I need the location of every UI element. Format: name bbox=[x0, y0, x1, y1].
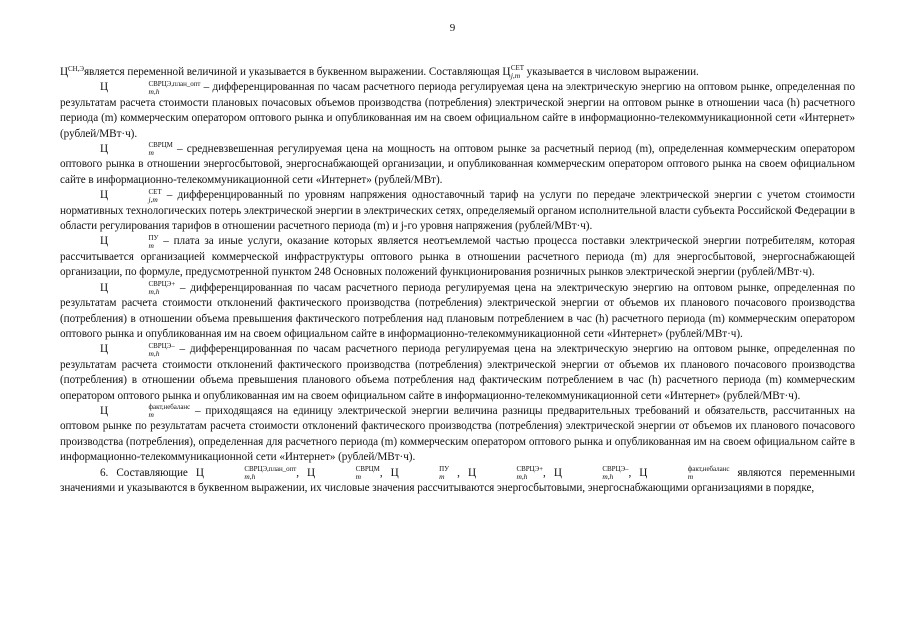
symbol-sub: m,h bbox=[148, 86, 160, 96]
symbol-sup: факт,небаланс bbox=[687, 464, 730, 473]
symbol-sup: СВРЦЭ+ bbox=[516, 464, 544, 473]
paragraph-4 bbox=[60, 188, 855, 234]
symbol-sup: СВРЦМ bbox=[355, 464, 380, 473]
symbol-sup: факт,небаланс bbox=[148, 403, 191, 412]
symbol-list-item bbox=[553, 464, 629, 481]
symbol-separator: , bbox=[628, 466, 640, 479]
symbol-separator: , bbox=[449, 466, 468, 479]
symbol-sub: m,h bbox=[148, 348, 160, 358]
paragraph-text: указывается в числовом выражении. bbox=[523, 66, 699, 78]
symbol-c-sn-e bbox=[60, 66, 84, 78]
symbol-separator: , bbox=[296, 466, 308, 479]
symbol-base: Ц bbox=[639, 466, 648, 479]
page-number: 9 bbox=[449, 22, 456, 34]
symbol-svrcm bbox=[100, 141, 173, 158]
paragraph-text: – приходящаяся на единицу электрической энергии величина разницы предварительных требований и обязательств, рассчитанных на оптовом рынке по результатам расчета стоимости отклонений фактического производства (потребления) электрической энергии от объемов их планового почасового производства (потребления), определенная для расчетного периода (m) коммерческим оператором оптового рынка и опубликованная им на своем официальном сайте в информационно-телекоммуникационной сети «Интернет» (рублей/МВт·ч). bbox=[60, 404, 855, 464]
symbol-sub: m bbox=[687, 471, 694, 481]
symbol-sup: ПУ bbox=[439, 464, 450, 473]
paragraph-5 bbox=[60, 234, 855, 280]
paragraph-text: – средневзвешенная регулируемая цена на мощность на оптовом рынке за расчетный период (m), определенная коммерческим оператором оптового рынка в отношении энергосбытовой, энергоснабжающей организации, и опубликованная коммерческим оператором оптового рынка на своем официальном сайте в информационно-телекоммуникационной сети «Интернет» (рублей/МВт). bbox=[60, 143, 855, 186]
symbol-sup: СВРЦМ bbox=[148, 141, 173, 150]
paragraph-text: является переменной величиной и указывается в буквенном выражении. Составляющая bbox=[83, 66, 503, 78]
symbol-sup: СЕТ bbox=[148, 187, 162, 196]
symbol-sub: m bbox=[355, 471, 361, 481]
symbol-sup: ПУ bbox=[148, 233, 159, 242]
paragraph-9 bbox=[60, 466, 855, 497]
symbol-pu bbox=[100, 233, 159, 250]
symbol-separator: , bbox=[379, 466, 391, 479]
symbol-sup: СЕТ bbox=[510, 64, 524, 73]
paragraph-text: являются переменными значениями и указываются в буквенном выражении, их числовые значения рассчитываются энергосбытовыми, энергоснабжающими организациями в порядке, bbox=[60, 466, 856, 494]
paragraph-1 bbox=[60, 62, 855, 80]
document-body bbox=[60, 62, 855, 496]
symbol-base: Ц bbox=[502, 66, 511, 78]
symbol-fakt-nebalans bbox=[100, 403, 191, 420]
paragraph-text: – дифференцированная по часам расчетного периода регулируемая цена на электрическую энергию на оптовом рынке, определенная по результатам расчета стоимости плановых почасовых объемов производства (потребления) электрической энергии на оптовом рынке в отношении часа (h) расчетного периода (m) коммерческим оператором оптового рынка и опубликованная им на своем официальном сайте в информационно-телекоммуникационной сети «Интернет» (рублей/МВт·ч). bbox=[60, 81, 855, 140]
symbol-base: Ц bbox=[467, 466, 476, 479]
symbol-sup: СН,Э bbox=[68, 65, 84, 73]
symbol-svrce-minus bbox=[100, 341, 175, 358]
paragraph-text: – дифференцированная по часам расчетного периода регулируемая цена на электрическую энергию на оптовом рынке, определенная по результатам расчета стоимости отклонений фактического производства (потребления) электрической энергии от объемов их планового почасового производства (потребления) в отношении объема превышения фактического потребления над плановым потреблением в час (h) расчетного периода (m) коммерческим оператором оптового рынка и опубликованная им на своем официальном сайте в информационно-телекоммуникационной сети «Интернет» (рублей/МВт·ч). bbox=[60, 281, 855, 340]
symbol-base: Ц bbox=[100, 81, 109, 94]
paragraph-8 bbox=[60, 404, 855, 466]
symbol-sub: m bbox=[148, 240, 154, 250]
symbol-sub: m,h bbox=[244, 471, 256, 481]
symbol-list-item bbox=[195, 464, 297, 481]
symbol-base: Ц bbox=[390, 466, 399, 479]
symbol-sup: СВРЦЭ– bbox=[148, 341, 175, 350]
symbol-sub: j,m bbox=[148, 194, 158, 204]
symbol-list-item bbox=[467, 464, 544, 481]
paragraph-text: – плата за иные услуги, оказание которых является неотъемлемой частью процесса поставки электрической энергии потребителям, которая рассчитывается организацией коммерческой инфраструктуры оптового рынка в отношении расчетного периода (m) для энергосбытовой, энергоснабжающей организации, по формуле, предусмотренной пунктом 248 Основных положений функционирования розничных рынков электрической энергии (рублей/МВт·ч). bbox=[60, 235, 855, 279]
symbol-sup: СВРЦЭ,план_опт bbox=[148, 79, 201, 88]
symbol-sub: m,h bbox=[602, 471, 614, 481]
symbol-base: Ц bbox=[100, 343, 109, 356]
symbol-base: Ц bbox=[307, 466, 316, 479]
paragraph-lead: 6. Составляющие bbox=[100, 466, 196, 479]
paragraph-text: – дифференцированный по уровням напряжения одноставочный тариф на услуги по передаче электрической энергии с учетом стоимости нормативных технологических потерь электрической энергии в электрических сетях, определяемый органом исполнительной власти субъекта Российской Федерации в области регулирования тарифов в отношении расчетного периода (m) и j-го уровня напряжения (рублей/МВт·ч). bbox=[60, 189, 855, 233]
symbol-base: Ц bbox=[553, 466, 562, 479]
paragraph-7 bbox=[60, 342, 855, 404]
symbol-list-item bbox=[639, 464, 730, 481]
symbol-set bbox=[100, 187, 162, 204]
symbol-sub: j,m bbox=[510, 71, 521, 81]
symbol-base: Ц bbox=[100, 281, 109, 294]
symbol-base: Ц bbox=[100, 189, 109, 202]
symbol-svrce-plus bbox=[100, 280, 176, 297]
symbol-sub: m bbox=[148, 410, 154, 420]
symbol-c-set bbox=[502, 64, 524, 81]
symbol-base: Ц bbox=[195, 466, 204, 479]
symbol-sub: m,h bbox=[148, 287, 160, 297]
paragraph-text: – дифференцированная по часам расчетного периода регулируемая цена на электрическую энергию на оптовом рынке, определенная по результатам расчета стоимости отклонений фактического производства (потребления) электрической энергии от объемов их планового почасового производства (потребления) в отношении объема превышения планового объема потребления над фактическим потреблением в час (h) расчетного периода (m) коммерческим оператором оптового рынка и опубликованная им на своем официальном сайте в информационно-телекоммуникационной сети «Интернет» (рублей/МВт·ч). bbox=[60, 343, 855, 402]
symbol-sup: СВРЦЭ– bbox=[602, 464, 629, 473]
symbol-base: Ц bbox=[100, 235, 109, 248]
symbol-separator: , bbox=[543, 466, 554, 479]
symbol-base: Ц bbox=[100, 143, 109, 156]
symbol-sub: m bbox=[439, 471, 445, 481]
symbol-list-item bbox=[307, 464, 380, 481]
symbol-sup: СВРЦЭ+ bbox=[148, 280, 176, 289]
paragraph-6 bbox=[60, 281, 855, 343]
symbol-sub: m,h bbox=[516, 471, 528, 481]
symbol-svrce-plan-opt bbox=[100, 79, 201, 96]
symbol-sub: m bbox=[148, 148, 154, 158]
symbol-list-item bbox=[390, 464, 450, 481]
symbol-base: Ц bbox=[60, 66, 69, 78]
paragraph-2 bbox=[60, 80, 855, 142]
symbol-base: Ц bbox=[100, 404, 109, 417]
symbol-sup: СВРЦЭ,план_опт bbox=[244, 464, 297, 473]
paragraph-3 bbox=[60, 142, 855, 188]
